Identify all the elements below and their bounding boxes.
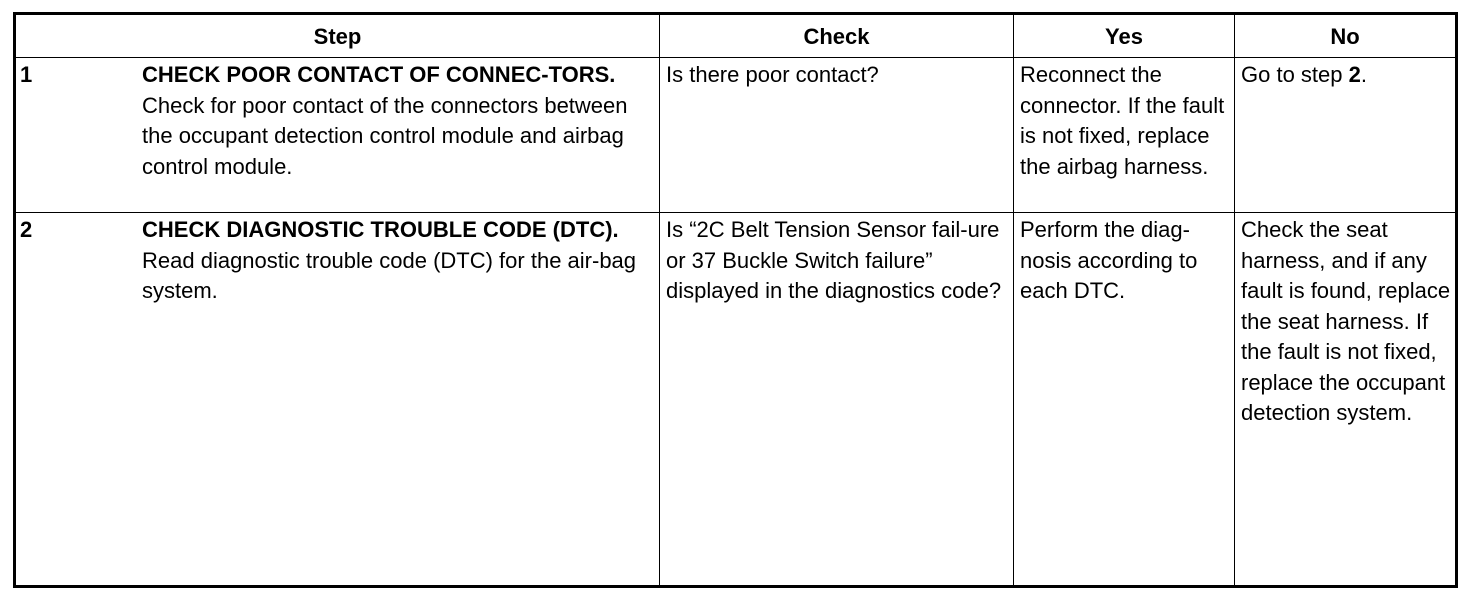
- header-check: Check: [660, 14, 1014, 58]
- next-step-link: 2: [1348, 62, 1361, 87]
- step-cell: [15, 58, 660, 213]
- check-cell: Is “2C Belt Tension Sensor fail-ure or 37 Buckle Switch failure” displayed in the diagnostics code?: [660, 213, 1014, 587]
- no-suffix: .: [1360, 62, 1367, 87]
- check-cell: Is there poor contact?: [660, 58, 1014, 213]
- yes-cell: Perform the diag-nosis according to each DTC.: [1014, 213, 1235, 587]
- no-cell: [1235, 58, 1457, 213]
- step-description: Check for poor contact of the connectors between the occupant detection control module and airbag control module.: [142, 92, 628, 179]
- header-yes: Yes: [1014, 14, 1235, 58]
- step-title: CHECK DIAGNOSTIC TROUBLE CODE (DTC).: [142, 217, 619, 242]
- no-cell: Check the seat harness, and if any fault is found, replace the seat harness. If the fault is not fixed, replace the occupant detection system.: [1235, 213, 1457, 587]
- header-row: [15, 14, 1457, 58]
- step-description: Read diagnostic trouble code (DTC) for the air-bag system.: [142, 247, 637, 303]
- header-step: Step: [15, 14, 660, 58]
- table-row: [15, 58, 1457, 213]
- header-no: No: [1235, 14, 1457, 58]
- step-number: 2: [20, 217, 33, 242]
- step-title: CHECK POOR CONTACT OF CONNEC-TORS.: [142, 62, 616, 87]
- yes-cell: Reconnect the connector. If the fault is not fixed, replace the airbag harness.: [1014, 58, 1235, 213]
- step-cell: [15, 213, 660, 587]
- diagnostic-table: [13, 12, 1458, 588]
- no-text: Go to step: [1241, 62, 1349, 87]
- step-number: 1: [20, 62, 33, 87]
- table-row: [15, 213, 1457, 587]
